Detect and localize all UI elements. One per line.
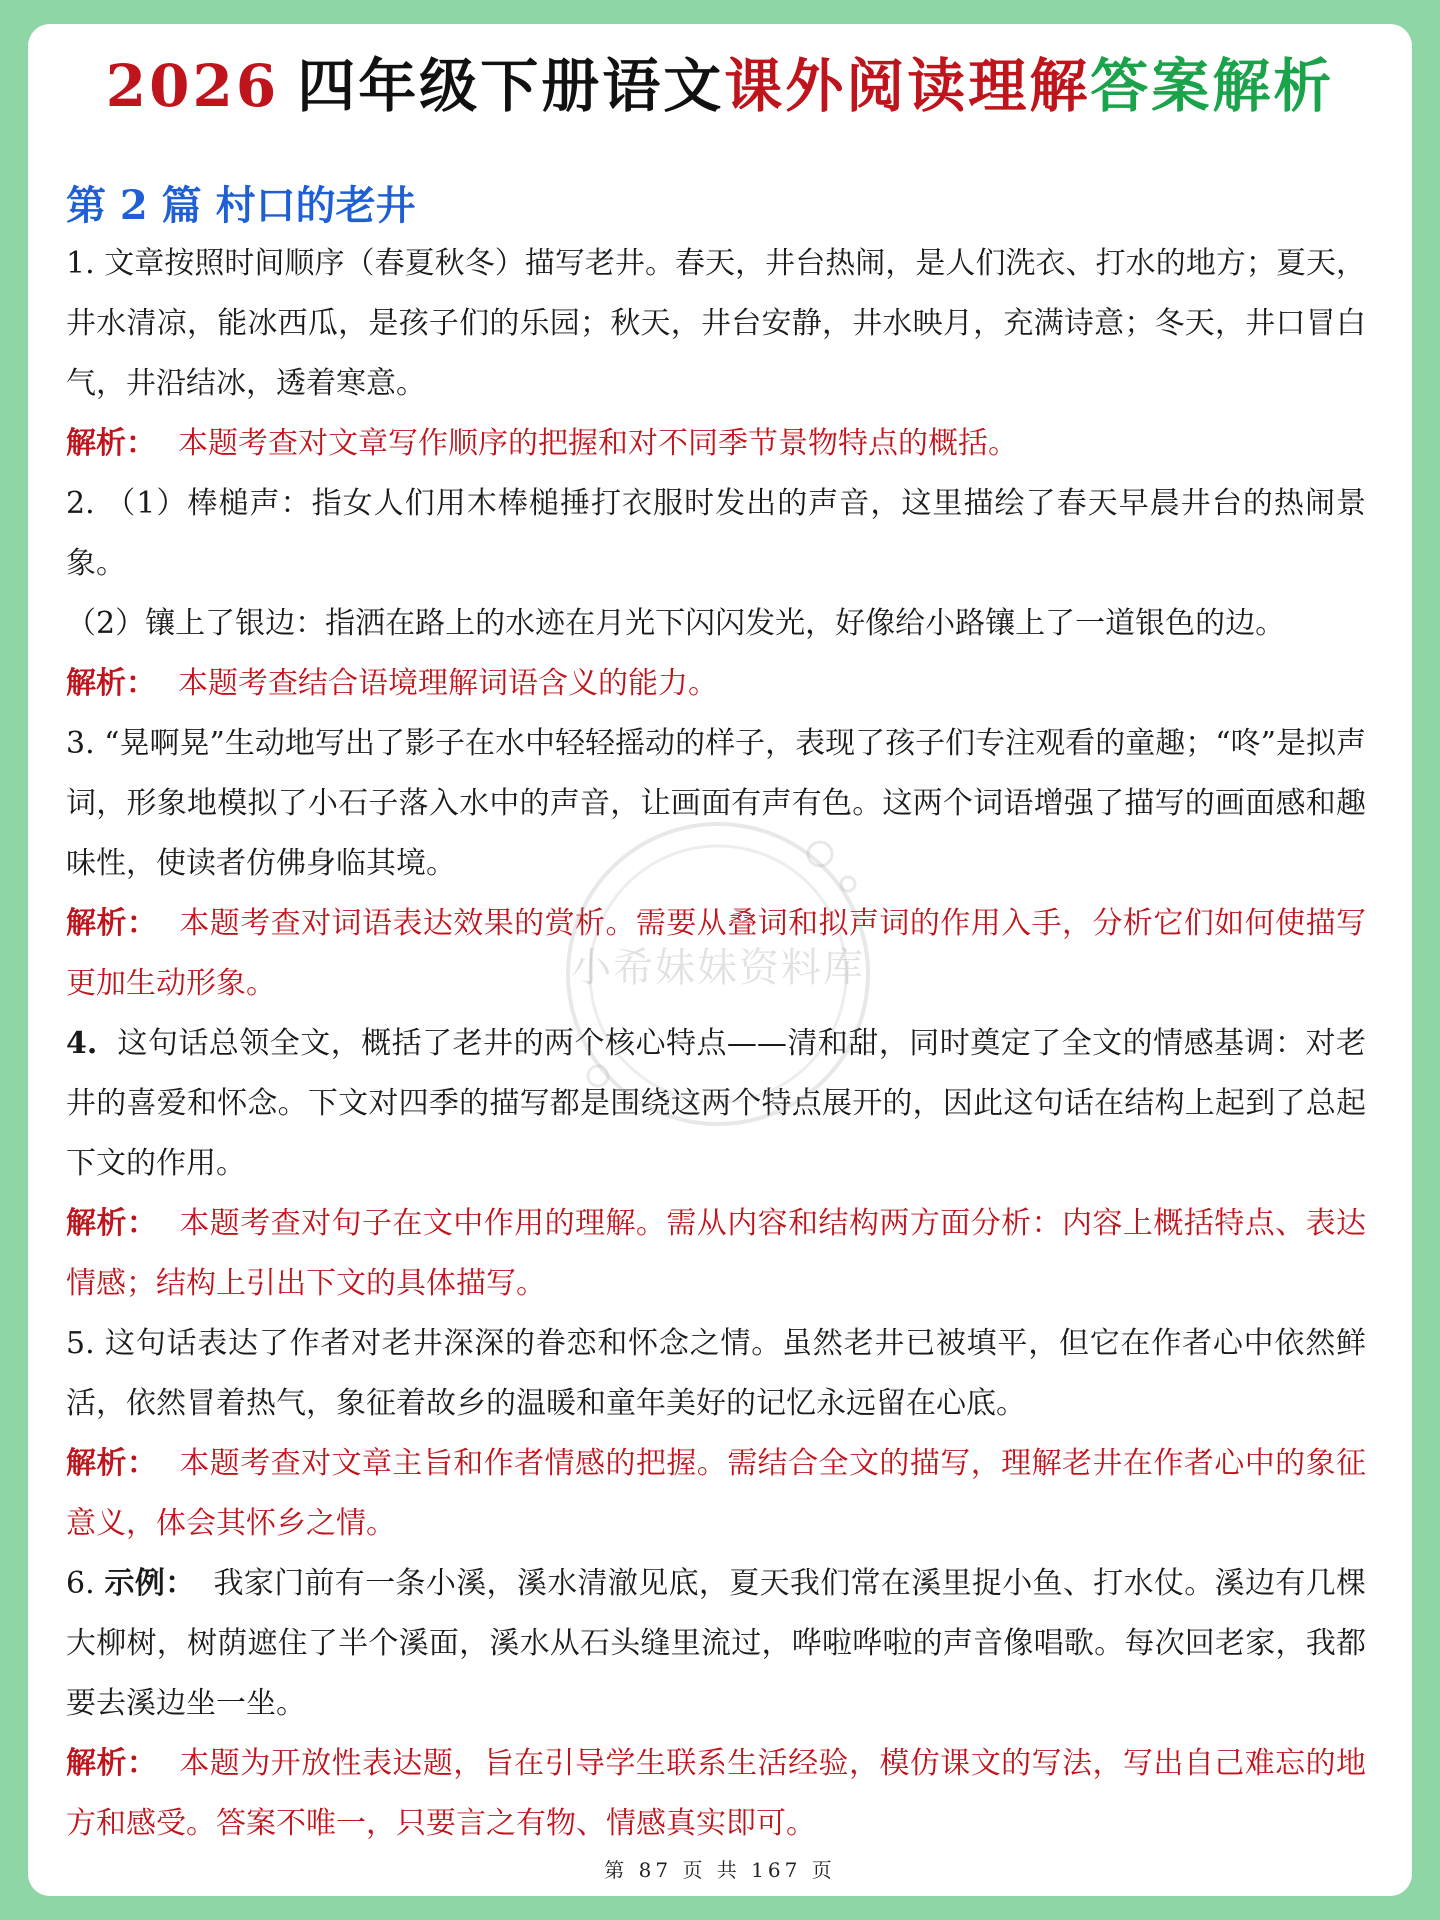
answer-2-part-2: （2）镶上了银边：指洒在路上的水迹在月光下闪闪发光，好像给小路镶上了一道银色的边。 (66, 606, 1286, 641)
title-answers: 答案解析 (1090, 52, 1335, 120)
analysis-5 (66, 1434, 1366, 1554)
analysis-label: 解析： (66, 906, 158, 941)
answer-6 (66, 1554, 1366, 1734)
analysis-text: 本题考查对文章写作顺序的把握和对不同季节景物特点的概括。 (178, 426, 1018, 461)
page-title (28, 52, 1412, 122)
analysis-6 (66, 1734, 1366, 1854)
analysis-label: 解析： (66, 1446, 158, 1481)
analysis-text: 本题考查对词语表达效果的赏析。需要从叠词和拟声词的作用入手，分析它们如何使描写更加生动形象。 (66, 906, 1367, 1001)
answer-text: 我家门前有一条小溪，溪水清澈见底，夏天我们常在溪里捉小鱼、打水仗。溪边有几棵大柳树，树荫遮住了半个溪面，溪水从石头缝里流过，哗啦哗啦的声音像唱歌。每次回老家，我都要去溪边坐一坐。 (66, 1566, 1366, 1721)
answer-3: 3. “晃啊晃”生动地写出了影子在水中轻轻摇动的样子，表现了孩子们专注观看的童趣；“咚”是拟声词，形象地模拟了小石子落入水中的声音，让画面有声有色。这两个词语增强了描写的画面感和趣味性，使读者仿佛身临其境。 (66, 726, 1366, 881)
example-label: 示例： (104, 1566, 196, 1601)
answer-number: 4. (66, 1026, 98, 1061)
answer-1: 1. 文章按照时间顺序（春夏秋冬）描写老井。春天，井台热闹，是人们洗衣、打水的地方；夏天，井水清凉，能冰西瓜，是孩子们的乐园；秋天，井台安静，井水映月，充满诗意；冬天，井口冒白气，井沿结冰，透着寒意。 (66, 246, 1366, 401)
analysis-2 (66, 654, 1366, 714)
answer-text: 这句话总领全文，概括了老井的两个核心特点——清和甜，同时奠定了全文的情感基调：对老井的喜爱和怀念。下文对四季的描写都是围绕这两个特点展开的，因此这句话在结构上起到了总起下文的作用。 (66, 1026, 1366, 1181)
analysis-4 (66, 1194, 1366, 1314)
article-title: 第 2 篇 村口的老井 (66, 182, 416, 229)
analysis-label: 解析： (66, 1746, 158, 1781)
analysis-text: 本题为开放性表达题，旨在引导学生联系生活经验，模仿课文的写法，写出自己难忘的地方和感受。答案不唯一，只要言之有物、情感真实即可。 (66, 1746, 1367, 1841)
analysis-label: 解析： (66, 1206, 158, 1241)
title-reading: 课外阅读理解 (724, 52, 1091, 120)
page-number: 第 87 页 共 167 页 (604, 1858, 836, 1882)
title-year: 2026 (105, 52, 280, 120)
answer-5: 5. 这句话表达了作者对老井深深的眷恋和怀念之情。虽然老井已被填平，但它在作者心中依然鲜活，依然冒着热气，象征着故乡的温暖和童年美好的记忆永远留在心底。 (66, 1326, 1366, 1421)
analysis-label: 解析： (66, 426, 156, 461)
analysis-label: 解析： (66, 666, 156, 701)
answer-2-part-1: 2. （1）棒槌声：指女人们用木棒槌捶打衣服时发出的声音，这里描绘了春天早晨井台的热闹景象。 (66, 486, 1366, 581)
analysis-text: 本题考查结合语境理解词语含义的能力。 (178, 666, 718, 701)
answer-4 (66, 1014, 1366, 1194)
analysis-text: 本题考查对文章主旨和作者情感的把握。需结合全文的描写，理解老井在作者心中的象征意义，体会其怀乡之情。 (66, 1446, 1367, 1541)
analysis-text: 本题考查对句子在文中作用的理解。需从内容和结构两方面分析：内容上概括特点、表达情感；结构上引出下文的具体描写。 (66, 1206, 1367, 1301)
title-grade: 四年级下册语文 (297, 52, 725, 120)
analysis-3 (66, 894, 1366, 1014)
answer-number: 6. (66, 1566, 95, 1601)
analysis-1 (66, 414, 1366, 474)
answer-content (66, 234, 1366, 1854)
watermark-text: 小希妹妹资料库 (571, 945, 865, 991)
document-page (28, 24, 1412, 1896)
